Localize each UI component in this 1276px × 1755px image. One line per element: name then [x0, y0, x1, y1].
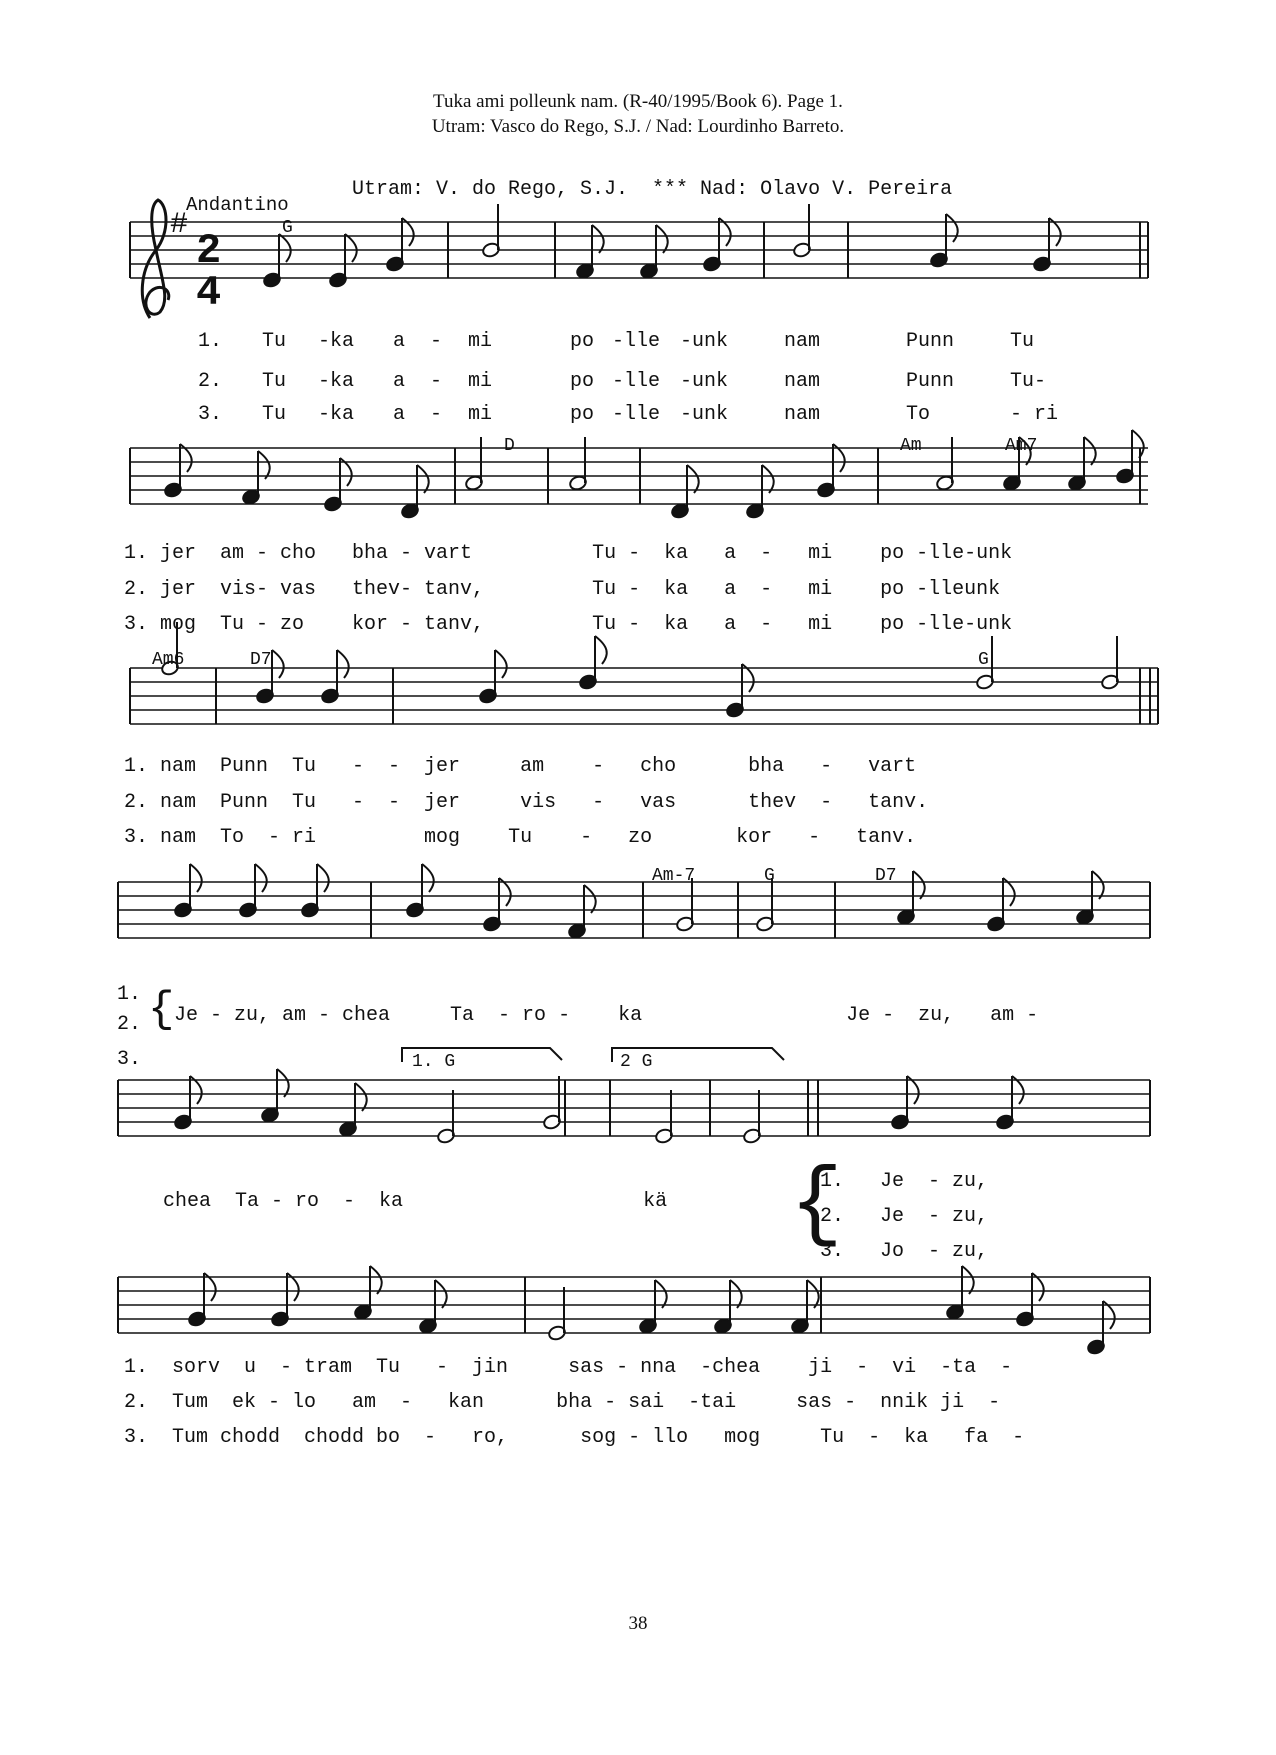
- time-signature-bottom: 4: [196, 269, 222, 317]
- page-number: 38: [628, 1613, 648, 1634]
- verse-number: 3.: [198, 403, 223, 426]
- chord-symbol: G: [978, 650, 989, 670]
- credit-line: Utram: Vasco do Rego, S.J. / Nad: Lourdinho Barreto.: [431, 116, 845, 137]
- lyric-syllable: -: [430, 403, 443, 426]
- lyric-syllable: a: [393, 370, 406, 393]
- note-flag: [317, 864, 329, 892]
- note-flag: [422, 864, 434, 892]
- note-flag: [762, 465, 774, 493]
- lyric-syllable: a: [393, 403, 406, 426]
- chord-symbol: G: [282, 218, 293, 238]
- lyric-line: 1. sorv u - tram Tu - jin sas - nna -chea ji - vi -ta -: [124, 1356, 1013, 1379]
- lyric-line: 1. Je - zu,: [820, 1170, 989, 1193]
- note-flag: [417, 465, 429, 493]
- lyric-syllable: -unk: [680, 330, 729, 353]
- lyric-line: 3. nam To - ri mog Tu - zo kor - tanv.: [124, 826, 917, 849]
- lyric-syllable: ri: [1034, 403, 1059, 426]
- lyric-syllable: Punn: [906, 370, 955, 393]
- note-flag: [370, 1266, 382, 1294]
- lyric-line: 1. jer am - cho bha - vart Tu - ka a - mi po -lle-unk: [124, 542, 1013, 565]
- lyric-line: 2. Tum ek - lo am - kan bha - sai -tai sas - nnik ji -: [124, 1391, 1001, 1414]
- note-flag: [1092, 871, 1104, 899]
- tempo-marking: Andantino: [186, 194, 289, 216]
- lyric-syllable: Punn: [906, 330, 955, 353]
- lyric-syllable: a: [393, 330, 406, 353]
- lyric-syllable: nam: [784, 330, 821, 353]
- verse-brace: {: [148, 985, 175, 1035]
- lyric-syllable: -ka: [318, 403, 355, 426]
- lyric-syllable: Tu: [262, 370, 287, 393]
- lyric-syllable: -unk: [680, 403, 729, 426]
- key-sharp: #: [170, 208, 189, 242]
- note-flag: [279, 234, 291, 262]
- lyric-syllable: -unk: [680, 370, 729, 393]
- lyric-syllable: Tu: [1010, 370, 1035, 393]
- lyric-syllable: -: [1010, 403, 1023, 426]
- lyric-syllable: -lle: [612, 330, 661, 353]
- lyric-line: 2. Je - zu,: [820, 1205, 989, 1228]
- lyric-syllable: -: [430, 330, 443, 353]
- treble-clef-icon: [142, 200, 169, 318]
- lyric-syllable: po: [570, 370, 595, 393]
- note-flag: [345, 234, 357, 262]
- note-flag: [272, 650, 284, 678]
- verse-number: 1.: [117, 983, 142, 1006]
- lyric-syllable: mi: [468, 370, 493, 393]
- lyric-line: chea Ta - ro - ka kä: [163, 1190, 668, 1213]
- note-flag: [277, 1069, 289, 1097]
- lyric-line: 1. nam Punn Tu - - jer am - cho bha - vart: [124, 755, 917, 778]
- chord-symbol: D7: [250, 650, 272, 670]
- note-flag: [255, 864, 267, 892]
- lyric-syllable: po: [570, 330, 595, 353]
- lyric-syllable: -ka: [318, 370, 355, 393]
- lyric-syllable: Tu: [1010, 330, 1035, 353]
- lyric-syllable: -: [1034, 370, 1047, 393]
- note-flag: [913, 871, 925, 899]
- note-flag: [730, 1280, 742, 1308]
- lyric-line: 3. Jo - zu,: [820, 1240, 989, 1263]
- chord-symbol: D: [504, 436, 515, 456]
- note-flag: [687, 465, 699, 493]
- verse-number: 1.: [198, 330, 223, 353]
- page-title: Tuka ami polleunk nam. (R-40/1995/Book 6). Page 1.: [433, 91, 843, 112]
- chord-symbol: 1. G: [412, 1052, 456, 1072]
- verse-brace: {: [790, 1156, 843, 1255]
- note-flag: [190, 864, 202, 892]
- time-signature-top: 2: [196, 227, 222, 275]
- note-flag: [258, 451, 270, 479]
- lyric-line: 2. nam Punn Tu - - jer vis - vas thev - tanv.: [124, 791, 929, 814]
- lyric-syllable: Tu: [262, 330, 287, 353]
- lyric-line: 3. Tum chodd chodd bo - ro, sog - llo mog Tu - ka fa -: [124, 1426, 1025, 1449]
- chord-symbol: Am7: [1005, 436, 1038, 456]
- lyric-line: 2. jer vis- vas thev- tanv, Tu - ka a - mi po -lleunk: [124, 578, 1001, 601]
- verse-number: 2.: [117, 1013, 142, 1036]
- chord-symbol: Am: [900, 436, 922, 456]
- note-flag: [807, 1280, 819, 1308]
- note-flag: [435, 1280, 447, 1308]
- note-flag: [337, 650, 349, 678]
- note-flag: [595, 636, 607, 664]
- note-flag: [1084, 437, 1096, 465]
- lyric-syllable: -ka: [318, 330, 355, 353]
- note-flag: [1132, 430, 1144, 458]
- chord-symbol: Am6: [152, 650, 185, 670]
- lyric-line: 3. mog Tu - zo kor - tanv, Tu - ka a - mi po -lle-unk: [124, 613, 1013, 636]
- chord-symbol: G: [764, 866, 775, 886]
- note-flag: [592, 225, 604, 253]
- lyric-syllable: mi: [468, 330, 493, 353]
- note-flag: [655, 1280, 667, 1308]
- lyric-syllable: To: [906, 403, 931, 426]
- lyric-syllable: Tu: [262, 403, 287, 426]
- lyric-syllable: -lle: [612, 403, 661, 426]
- lyric-syllable: nam: [784, 403, 821, 426]
- lyric-line: Je - zu, am - chea Ta - ro - ka Je - zu, am -: [174, 1004, 1039, 1027]
- verse-number: 3.: [117, 1048, 142, 1071]
- lyric-syllable: -: [430, 370, 443, 393]
- chord-symbol: 2 G: [620, 1052, 653, 1072]
- note-flag: [962, 1266, 974, 1294]
- lyric-syllable: nam: [784, 370, 821, 393]
- chord-symbol: D7: [875, 866, 897, 886]
- note-flag: [656, 225, 668, 253]
- lyric-syllable: mi: [468, 403, 493, 426]
- note-flag: [584, 885, 596, 913]
- lyric-syllable: -lle: [612, 370, 661, 393]
- note-flag: [495, 650, 507, 678]
- verse-number: 2.: [198, 370, 223, 393]
- note-flag: [946, 214, 958, 242]
- note-flag: [355, 1083, 367, 1111]
- lyric-syllable: po: [570, 403, 595, 426]
- score-credit: Utram: V. do Rego, S.J. *** Nad: Olavo V. Pereira: [352, 178, 953, 201]
- chord-symbol: Am-7: [652, 866, 696, 886]
